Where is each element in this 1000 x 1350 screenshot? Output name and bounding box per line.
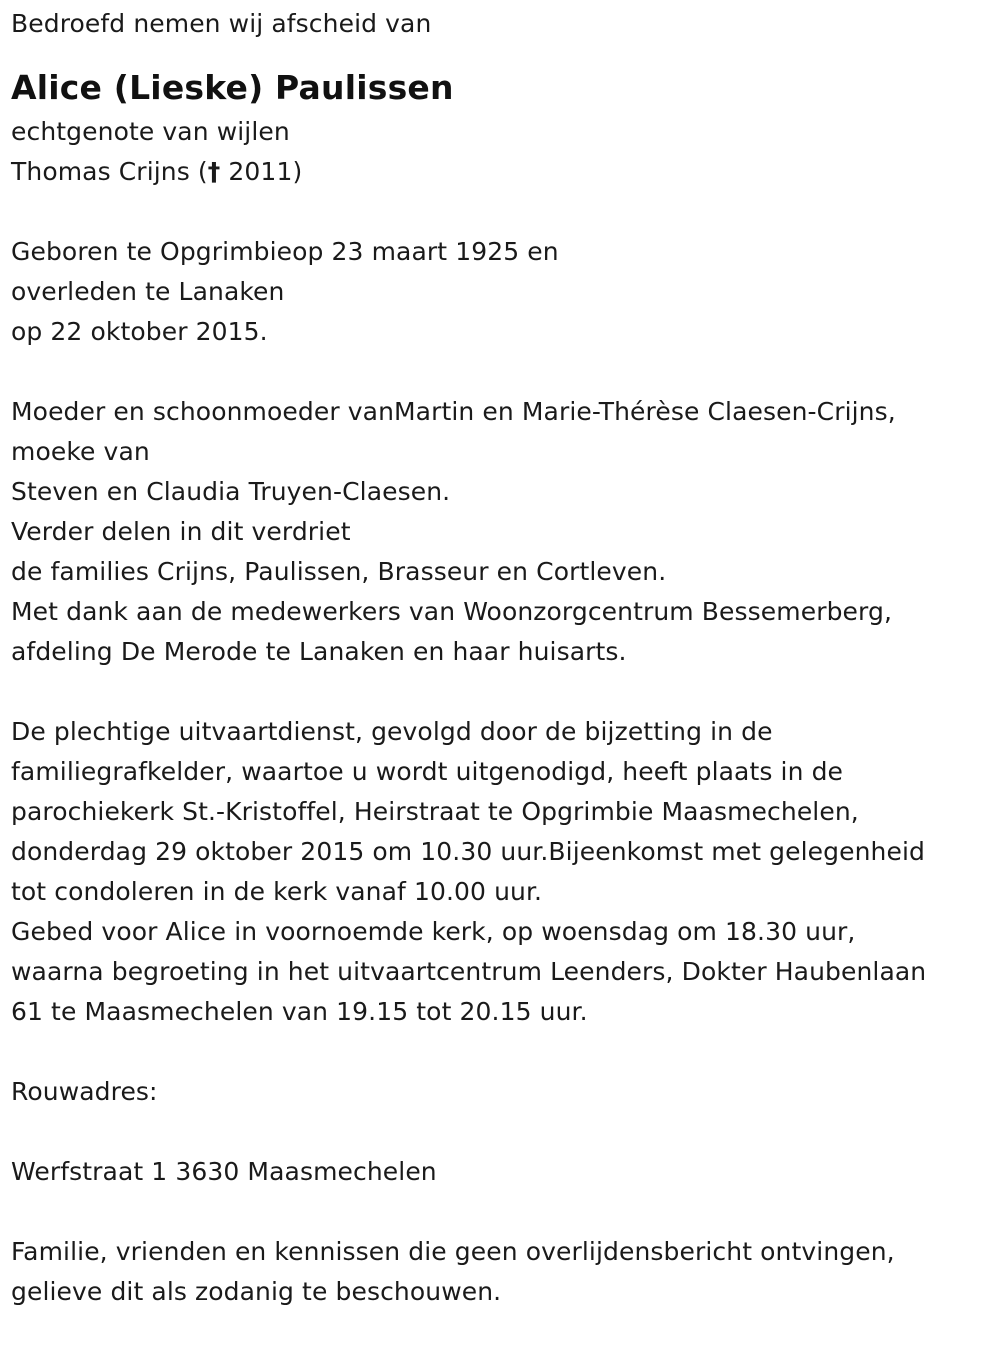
closing-line: gelieve dit als zodanig te beschouwen.: [11, 1277, 502, 1306]
closing-section: [11, 1232, 996, 1312]
thanks-line: Met dank aan de medewerkers van Woonzorgcentrum Bessemerberg,: [11, 597, 892, 626]
family-line: Steven en Claudia Truyen-Claesen.: [11, 477, 451, 506]
service-line: parochiekerk St.-Kristoffel, Heirstraat te Opgrimbie Maasmechelen,: [11, 797, 859, 826]
family-section: [11, 392, 996, 672]
family-line: de families Crijns, Paulissen, Brasseur en Cortleven.: [11, 557, 667, 586]
prayer-line: waarna begroeting in het uitvaartcentrum Leenders, Dokter Haubenlaan: [11, 957, 927, 986]
spacer: [11, 1112, 996, 1152]
death-date-line: op 22 oktober 2015.: [11, 317, 268, 346]
birth-death-section: [11, 232, 996, 352]
family-line: Moeder en schoonmoeder vanMartin en Marie-Thérèse Claesen-Crijns,: [11, 397, 896, 426]
address-label: Rouwadres:: [11, 1077, 158, 1106]
spacer: [11, 1032, 996, 1072]
death-place-line: overleden te Lanaken: [11, 277, 285, 306]
prayer-line: Gebed voor Alice in voornoemde kerk, op woensdag om 18.30 uur,: [11, 917, 856, 946]
thanks-line: afdeling De Merode te Lanaken en haar huisarts.: [11, 637, 627, 666]
spouse-intro: echtgenote van wijlen: [11, 117, 290, 146]
spouse-name-line: [11, 152, 996, 192]
family-line: moeke van: [11, 437, 150, 466]
deceased-name: Alice (Lieske) Paulissen: [11, 68, 454, 107]
service-section: [11, 712, 996, 1032]
death-notice: [11, 4, 996, 1312]
spacer: [11, 1192, 996, 1232]
spacer: [11, 192, 996, 232]
cross-icon: †: [207, 157, 221, 186]
closing-line: Familie, vrienden en kennissen die geen overlijdensbericht ontvingen,: [11, 1237, 895, 1266]
birth-line: Geboren te Opgrimbieop 23 maart 1925 en: [11, 237, 559, 266]
service-line: De plechtige uitvaartdienst, gevolgd door de bijzetting in de: [11, 717, 773, 746]
family-line: Verder delen in dit verdriet: [11, 517, 351, 546]
service-line: donderdag 29 oktober 2015 om 10.30 uur.Bijeenkomst met gelegenheid: [11, 837, 925, 866]
service-line: familiegrafkelder, waartoe u wordt uitgenodigd, heeft plaats in de: [11, 757, 844, 786]
mourning-address: Werfstraat 1 3630 Maasmechelen: [11, 1157, 437, 1186]
prayer-line: 61 te Maasmechelen van 19.15 tot 20.15 uur.: [11, 997, 588, 1026]
spouse-death-year: 2011): [220, 157, 303, 186]
intro-text: Bedroefd nemen wij afscheid van: [11, 9, 432, 38]
spouse-name: Thomas Crijns (: [11, 157, 208, 186]
spacer: [11, 352, 996, 392]
service-line: tot condoleren in de kerk vanaf 10.00 uur.: [11, 877, 543, 906]
spacer: [11, 672, 996, 712]
